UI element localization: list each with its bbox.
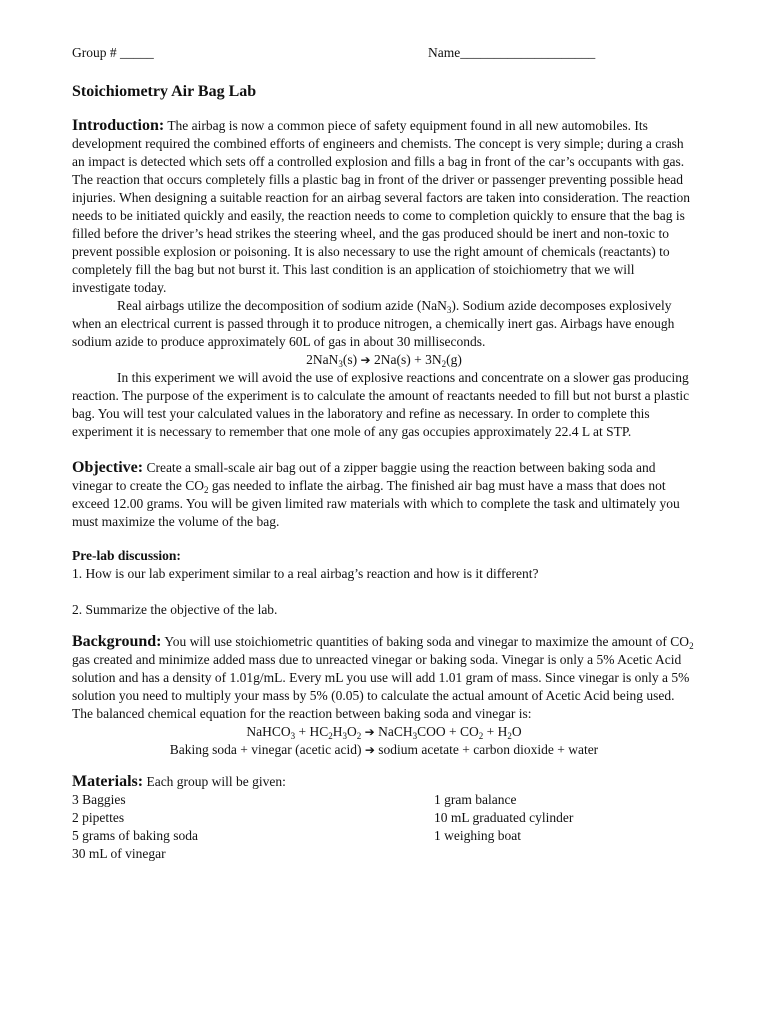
list-item: 1 weighing boat <box>434 828 521 843</box>
list-item: 1 gram balance <box>434 792 517 807</box>
introduction-section <box>72 117 696 441</box>
baking-soda-equation: NaHCO$_3$ + $HC_2H_3O_2$ ➔ NaCH$_3$COO + $CO_2 + H_2O$ <box>246 724 522 741</box>
background-paragraph: Background: You will use stoichiometric quantities of baking soda and vinegar to maximize the amount of $CO_2$ gas created and minimize added mass due to unreacted vinegar or baking soda. Vinegar is only a 5% Acetic Acid solution and has a density of 1.01g/mL. Every mL you use will add 1.01 gram of mass. Since vinegar is only a 5% solution you need to multiply your mass by 5% (0.05) to calculate the actual amount of Acetic Acid being used. The balanced chemical equation for the reaction between baking soda and vinegar is: <box>72 633 694 721</box>
introduction-heading: Introduction: <box>72 117 165 134</box>
prelab-heading: Pre-lab discussion: <box>72 548 181 563</box>
arrow-icon: ➔ <box>364 743 375 757</box>
introduction-paragraph-1: Introduction: The airbag is now a common piece of safety equipment found in all new automobiles. Its development required the combined efforts of engineers and chemists. The concept is very simple; during a crash an impact is detected which sets off a controlled explosion and fills a bag in front of the car’s occupants with gas. The reaction that occurs completely fills a plastic bag in front of the driver or passenger preventing possible head injuries. When designing a suitable reaction for an airbag several factors are taken into consideration. The reaction needs to be initiated quickly and easily, the reaction needs to come to completion quickly to ensure that the bag is filled before the driver’s head strikes the steering wheel, and the gas produced should be inert and non-toxic to prevent possible explosion or poisoning. It is also necessary to use the right amount of chemicals (reactants) to completely fill the bag but not burst it. This last condition is an application of stoichiometry that we will investigate today. <box>72 117 691 295</box>
objective-heading: Objective: <box>72 459 144 476</box>
document-title: Stoichiometry Air Bag Lab <box>72 83 257 100</box>
list-item: 3 Baggies <box>72 792 126 807</box>
materials-heading: Materials: <box>72 773 144 790</box>
materials-column-right <box>434 791 696 863</box>
prelab-section <box>72 547 696 619</box>
list-item: 10 mL graduated cylinder <box>434 810 574 825</box>
materials-column-left <box>72 791 434 863</box>
prelab-question-2: 2. Summarize the objective of the lab. <box>72 602 278 617</box>
prelab-question-1: 1. How is our lab experiment similar to a real airbag’s reaction and how is it different? <box>72 566 539 581</box>
list-item: 30 mL of vinegar <box>72 846 166 861</box>
list-item: 5 grams of baking soda <box>72 828 198 843</box>
word-equation: Baking soda + vinegar (acetic acid) ➔ sodium acetate + carbon dioxide + water <box>169 742 599 757</box>
group-number-field: Group # _____ <box>72 45 154 60</box>
objective-section: Objective: Create a small-scale air bag out of a zipper baggie using the reaction between baking soda and vinegar to create the $CO_2$ gas needed to inflate the airbag. The finished air bag must have a mass that does not exceed 12.00 grams. You will be given limited raw materials with which to complete the task and ultimately you must maximize the volume of the bag. <box>72 459 680 529</box>
background-section <box>72 633 696 759</box>
introduction-paragraph-2: Real airbags utilize the decomposition of sodium azide (NaN$_3$). Sodium azide decomposes explosively when an electrical current is passed through it to produce nitrogen, a chemically inert gas. Airbags have enough sodium azide to produce approximately 60L of gas in about 30 milliseconds. <box>72 298 675 349</box>
arrow-icon: ➔ <box>360 353 371 367</box>
azide-equation: 2NaN$_3$(s) ➔ $2Na(s) + 3N_2(g)$ <box>306 352 462 369</box>
materials-section: Materials: Each group will be given: 3 Baggies 2 pipettes 5 grams of baking soda 30 mL of vinegar 1 gram balance 10 mL graduated cylinder 1 weighing boat <box>72 773 696 863</box>
list-item: 2 pipettes <box>72 810 125 825</box>
arrow-icon: ➔ <box>364 725 375 739</box>
document-page <box>72 44 696 863</box>
background-heading: Background: <box>72 633 162 650</box>
introduction-paragraph-3: In this experiment we will avoid the use of explosive reactions and concentrate on a slower gas producing reaction. The purpose of the experiment is to calculate the amount of reactants needed to fill but not burst a plastic bag. You will test your calculated values in the laboratory and refine as necessary. In order to complete this experiment it is necessary to remember that one mole of any gas occupies approximately 22.4 L at STP. <box>72 370 690 439</box>
materials-list <box>72 791 696 863</box>
name-field: Name____________________ <box>428 45 596 60</box>
header-row <box>72 44 696 64</box>
